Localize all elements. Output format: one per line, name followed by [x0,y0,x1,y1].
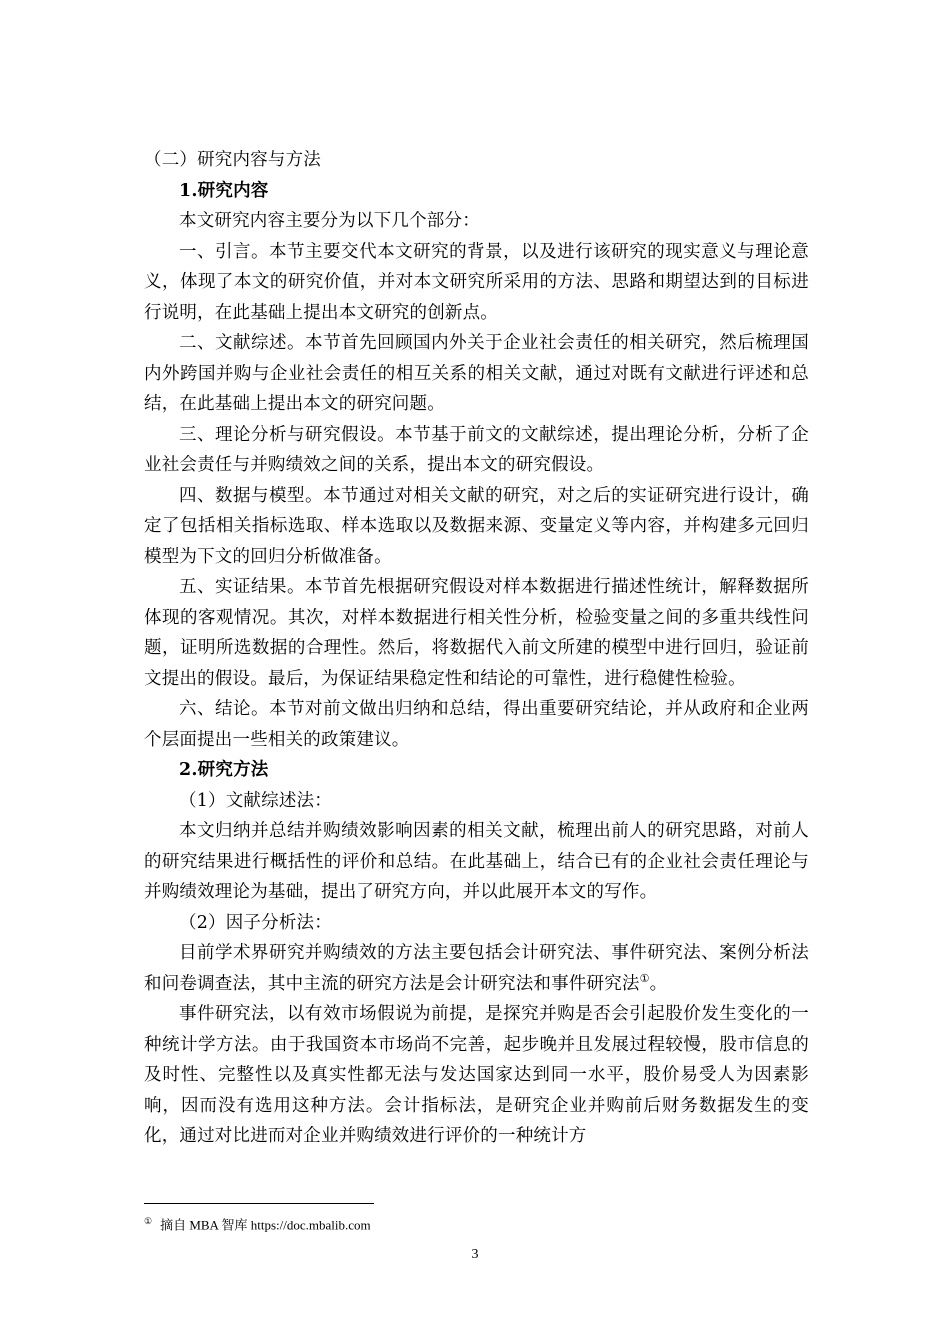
method-factor-text-end: 。 [649,973,668,994]
event-study-paragraph: 事件研究法，以有效市场假说为前提，是探究并购是否会引起股价发生变化的一种统计学方法。由于我国资本市场尚不完善，起步晚并且发展过程较慢，股市信息的及时性、完整性以及真实性都无法与发达国家达到同一水平，股价易受人为因素影响，因而没有选用这种方法。会计指标法，是研究企业并购前后财务数据发生的变化，通过对比进而对企业并购绩效进行评价的一种统计方 [144,1004,809,1146]
footnote-divider [144,1203,374,1204]
subsection-heading-content: 1.研究内容 [179,180,269,201]
method-literature-paragraph: 本文归纳并总结并购绩效影响因素的相关文献，梳理出前人的研究思路，对前人的研究结果进行概括性的评价和总结。在此基础上，结合已有的企业社会责任理论与并购绩效理论为基础，提出了研究方向，并以此展开本文的写作。 [144,821,809,902]
part-data-model: 四、数据与模型。本节通过对相关文献的研究，对之后的实证研究进行设计，确定了包括相关指标选取、样本选取以及数据来源、变量定义等内容，并构建多元回归模型为下文的回归分析做准备。 [144,485,809,567]
part-empirical-results: 五、实证结果。本节首先根据研究假设对样本数据进行描述性统计，解释数据所体现的客观情况。其次，对样本数据进行相关性分析，检验变量之间的多重共线性问题，证明所选数据的合理性。然后，将数据代入前文所建的模型中进行回归，验证前文提出的假设。最后，为保证结果稳定性和结论的可靠性，进行稳健性检验。 [144,577,809,689]
method-literature-title: （1）文献综述法： [179,790,332,811]
page-number: 3 [471,1247,479,1262]
subsection-heading-methods: 2.研究方法 [179,760,269,780]
section-heading: （二）研究内容与方法 [144,150,321,170]
footnote-text: 摘自 MBA 智库 https://doc.mbalib.com [160,1217,371,1233]
method-factor-paragraph [144,938,809,999]
footnote [144,1212,371,1234]
part-introduction: 一、引言。本节主要交代本文研究的背景，以及进行该研究的现实意义与理论意义，体现了本文的研究价值，并对本文研究所采用的方法、思路和期望达到的目标进行说明，在此基础上提出本文研究的创新点。 [144,241,809,323]
method-factor-text: 目前学术界研究并购绩效的方法主要包括会计研究法、事件研究法、案例分析法和问卷调查法，其中主流的研究方法是会计研究法和事件研究法 [144,943,809,994]
method-factor-title: （2）因子分析法： [179,912,332,933]
part-theory-hypothesis: 三、理论分析与研究假设。本节基于前文的文献综述，提出理论分析，分析了企业社会责任与并购绩效之间的关系，提出本文的研究假设。 [144,424,809,475]
footnote-mark: ① [144,1216,153,1226]
part-literature-review: 二、文献综述。本节首先回顾国内外关于企业社会责任的相关研究，然后梳理国内外跨国并购与企业社会责任的相互关系的相关文献，通过对既有文献进行评述和总结，在此基础上提出本文的研究问题。 [144,333,809,414]
footnote-reference[interactable]: ① [639,971,650,985]
part-conclusion: 六、结论。本节对前文做出归纳和总结，得出重要研究结论，并从政府和企业两个层面提出一些相关的政策建议。 [144,699,809,750]
body-text [144,145,809,1152]
intro-paragraph: 本文研究内容主要分为以下几个部分： [179,211,480,231]
